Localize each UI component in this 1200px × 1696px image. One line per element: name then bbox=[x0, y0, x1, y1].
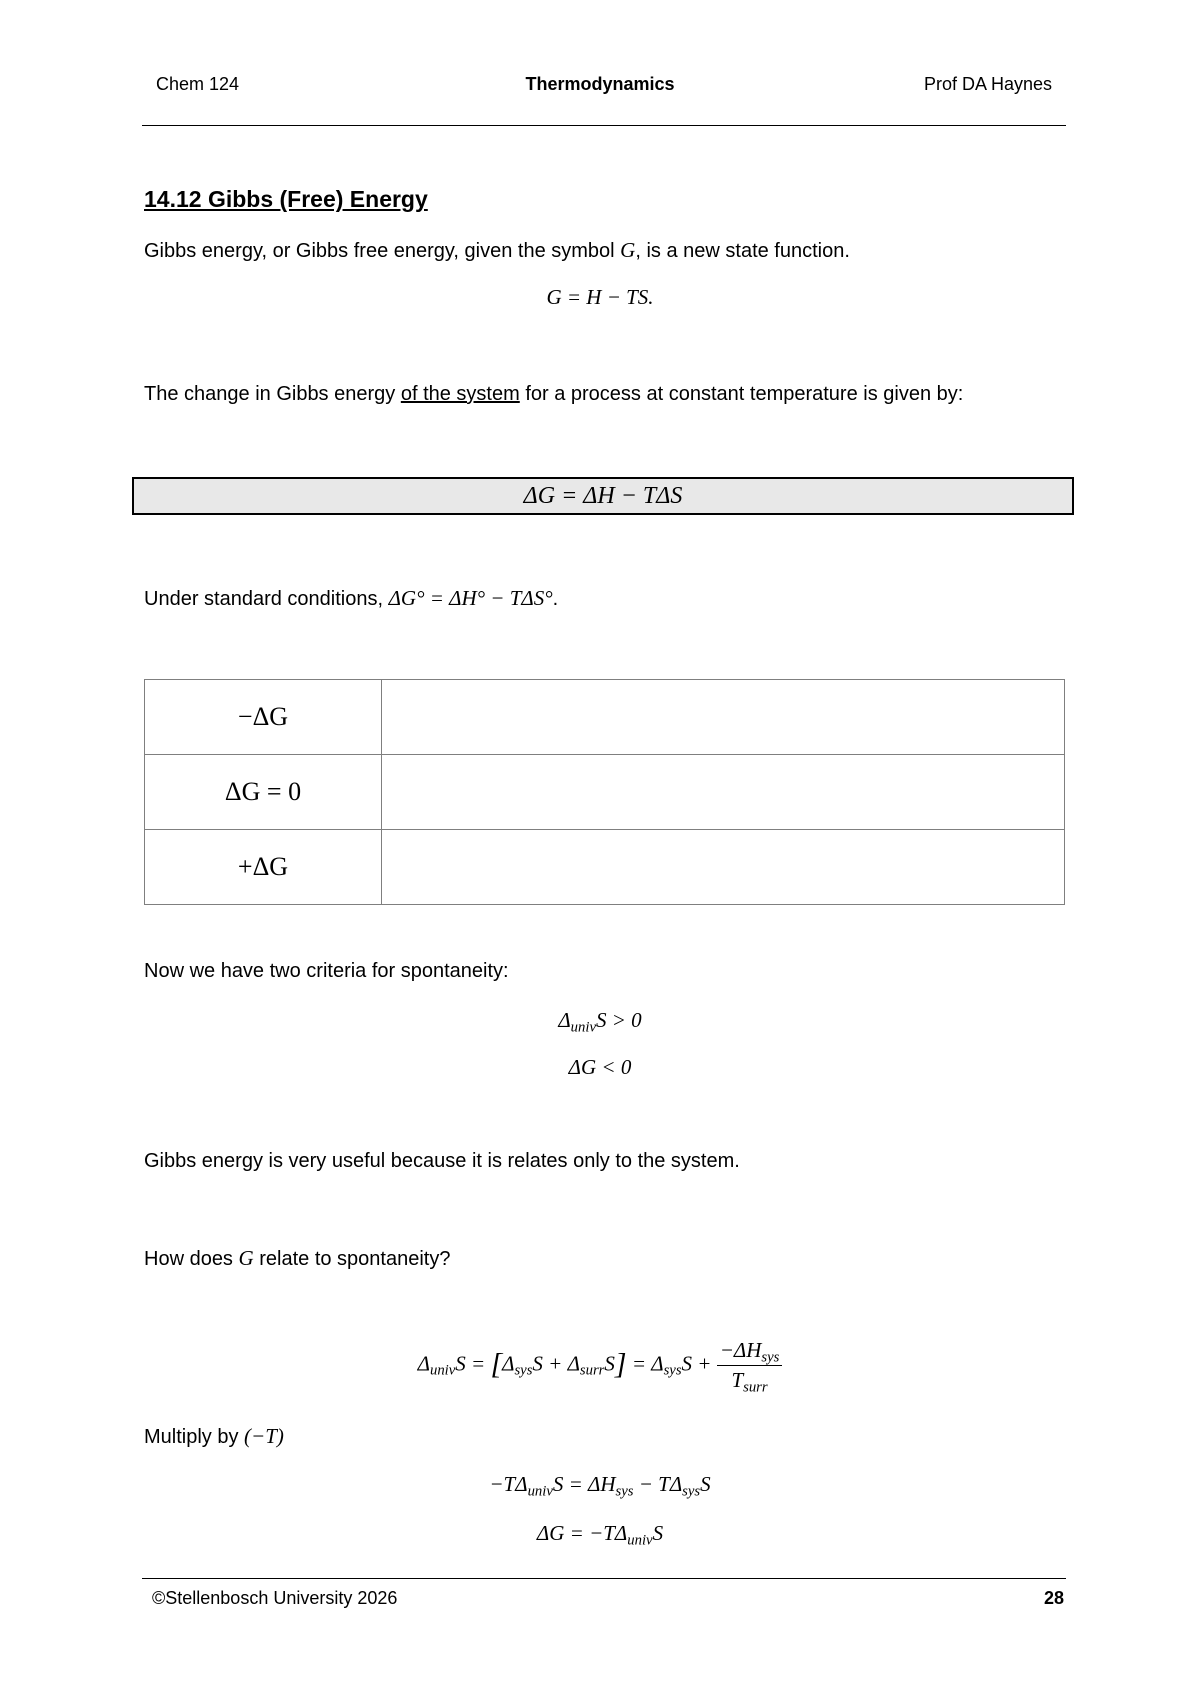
header-course: Chem 124 bbox=[156, 74, 240, 94]
header-topic: Thermodynamics bbox=[525, 74, 675, 94]
standard-paragraph bbox=[144, 586, 558, 611]
multiply-paragraph: Multiply by (−T) bbox=[144, 1424, 284, 1448]
footer-page-number: 28 bbox=[1043, 1588, 1064, 1608]
table-row bbox=[145, 830, 1065, 905]
criterion-gibbs: ΔG < 0 bbox=[568, 1055, 632, 1079]
spontaneity-text: Now we have two criteria for spontaneity: bbox=[144, 960, 509, 982]
derivation-equation-3: $\Delta G = -T\Delta_{univ}S$ bbox=[536, 1521, 664, 1549]
criterion-univ-entropy: $\Delta_{univ}S > 0$ bbox=[558, 1008, 642, 1036]
intro-text-after: , is a new state function. bbox=[635, 240, 850, 262]
useful-text: Gibbs energy is very useful because it is relates only to the system. bbox=[144, 1150, 740, 1172]
section-title: 14.12 Gibbs (Free) Energy bbox=[144, 186, 428, 212]
criteria-symbol: +ΔG bbox=[145, 830, 382, 905]
intro-paragraph bbox=[144, 238, 850, 263]
intro-text-before: Gibbs energy, or Gibbs free energy, given the symbol bbox=[144, 240, 621, 262]
change-paragraph bbox=[144, 383, 963, 406]
fraction: $\frac{-\Delta H_{sys}}{T_{surr}}$ bbox=[717, 1338, 783, 1393]
criteria-symbol: −ΔG bbox=[145, 680, 382, 755]
standard-end: . bbox=[552, 588, 559, 610]
gibbs-definition-equation: G = H − TS. bbox=[546, 285, 654, 309]
change-text-after: for a process at constant temperature is given by: bbox=[519, 383, 964, 405]
criteria-description bbox=[382, 830, 1065, 905]
intro-symbol: G bbox=[620, 238, 636, 262]
change-text-before: The change in Gibbs energy bbox=[144, 383, 401, 405]
criteria-description bbox=[382, 680, 1065, 755]
derivation-equation-1: $\Delta_{univ}S = [\Delta_{sys}S + \Delta_{surr}S] = \Delta_{sys}S$ + $\frac{-\Delta H_{sys}}{T_{surr}}$ bbox=[0, 1338, 1200, 1393]
criteria-description bbox=[382, 755, 1065, 830]
table-row bbox=[145, 680, 1065, 755]
change-underlined: of the system bbox=[400, 383, 520, 405]
footer-rule bbox=[142, 1578, 1066, 1579]
criteria-symbol: ΔG = 0 bbox=[145, 755, 382, 830]
standard-label: Under standard conditions, bbox=[144, 588, 389, 610]
criteria-table bbox=[144, 679, 1065, 905]
derivation-equation-2: $-T\Delta_{univ}S = \Delta H_{sys} - T\Delta_{sys}S$ bbox=[489, 1472, 711, 1500]
header-author: Prof DA Haynes bbox=[923, 74, 1052, 94]
header-rule bbox=[142, 125, 1066, 126]
boxed-equation: ΔG = ΔH − TΔS bbox=[523, 482, 683, 509]
question-paragraph: How does G relate to spontaneity? bbox=[144, 1246, 451, 1270]
table-row bbox=[145, 755, 1065, 830]
footer-copyright: ©Stellenbosch University 2026 bbox=[152, 1588, 398, 1608]
boxed-equation-box bbox=[132, 477, 1074, 515]
standard-equation: ΔG° = ΔH° − TΔS° bbox=[388, 586, 553, 610]
